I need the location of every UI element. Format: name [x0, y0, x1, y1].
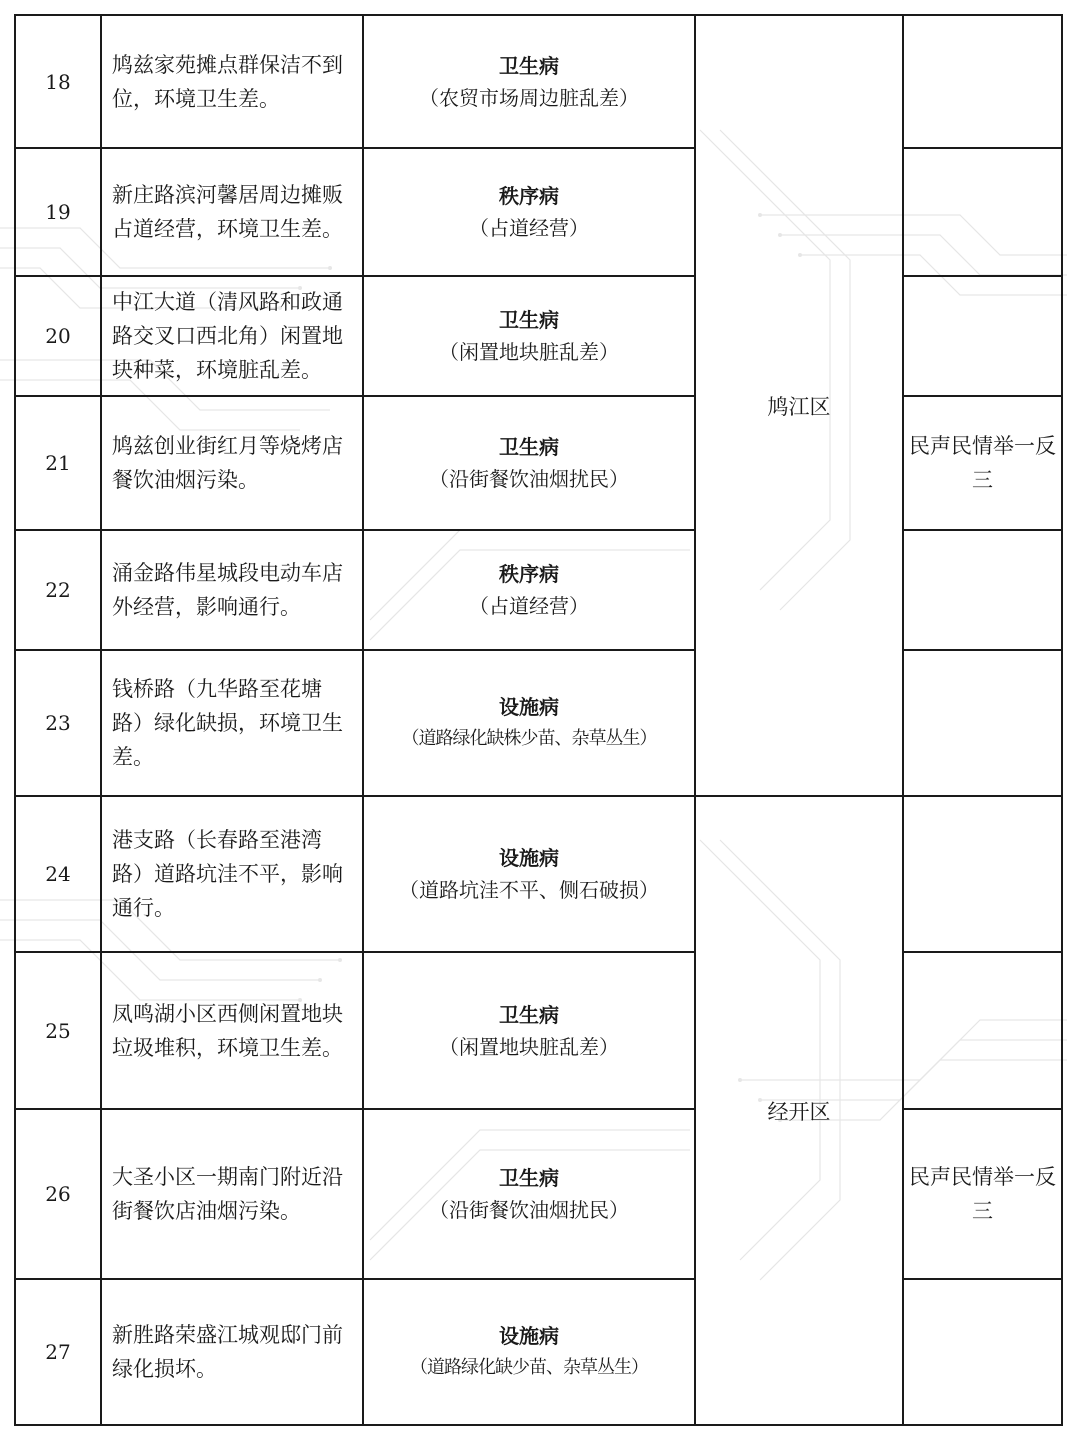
issue-category-cell: [363, 530, 695, 650]
table-row: [15, 148, 1062, 276]
issue-category-cell: [363, 796, 695, 952]
source-cell: [903, 650, 1062, 796]
issue-category-cell: [363, 15, 695, 148]
issue-description: 鸠兹家苑摊点群保洁不到位，环境卫生差。: [101, 15, 363, 148]
issue-category-detail: （道路绿化缺少苗、杂草丛生）: [410, 1357, 648, 1378]
issue-category: 秩序病: [499, 562, 559, 586]
source-cell: 民声民情举一反三: [903, 396, 1062, 530]
issue-description: 新胜路荣盛江城观邸门前绿化损坏。: [101, 1279, 363, 1425]
district-cell: 经开区: [695, 796, 903, 1425]
issue-category: 设施病: [499, 1324, 559, 1348]
row-number: 26: [15, 1109, 101, 1279]
issue-category: 卫生病: [499, 308, 559, 332]
table-row: [15, 650, 1062, 796]
row-number: 21: [15, 396, 101, 530]
row-number: 23: [15, 650, 101, 796]
issue-category-cell: [363, 650, 695, 796]
source-cell: [903, 148, 1062, 276]
issue-category-cell: [363, 1279, 695, 1425]
issue-category-cell: [363, 396, 695, 530]
table-row: [15, 276, 1062, 396]
table-row: [15, 952, 1062, 1109]
issue-category-detail: （闲置地块脏乱差）: [439, 1034, 619, 1059]
source-cell: [903, 276, 1062, 396]
table-row: [15, 396, 1062, 530]
issue-description: 凤鸣湖小区西侧闲置地块垃圾堆积，环境卫生差。: [101, 952, 363, 1109]
issue-category: 卫生病: [499, 53, 559, 78]
source-cell: [903, 530, 1062, 650]
issue-description: 中江大道（清风路和政通路交叉口西北角）闲置地块种菜，环境脏乱差。: [101, 276, 363, 396]
source-cell: 民声民情举一反三: [903, 1109, 1062, 1279]
issue-category-detail: （道路坑洼不平、侧石破损）: [399, 878, 659, 902]
issue-category: 卫生病: [499, 1002, 559, 1027]
issue-category-cell: [363, 276, 695, 396]
table-row: [15, 1109, 1062, 1279]
source-cell: [903, 796, 1062, 952]
source-cell: [903, 952, 1062, 1109]
issue-category-detail: （占道经营）: [469, 216, 589, 240]
issue-table: [14, 14, 1063, 1426]
issue-category-detail: （农贸市场周边脏乱差）: [419, 85, 639, 110]
row-number: 22: [15, 530, 101, 650]
issue-category-detail: （沿街餐饮油烟扰民）: [429, 1198, 629, 1222]
issue-description: 钱桥路（九华路至花塘路）绿化缺损，环境卫生差。: [101, 650, 363, 796]
row-number: 18: [15, 15, 101, 148]
issue-category: 卫生病: [499, 1166, 559, 1190]
source-cell: [903, 1279, 1062, 1425]
issue-category-cell: [363, 1109, 695, 1279]
issue-category-cell: [363, 952, 695, 1109]
source-cell: [903, 15, 1062, 148]
issue-description: 港支路（长春路至港湾路）道路坑洼不平，影响通行。: [101, 796, 363, 952]
issue-description: 新庄路滨河馨居周边摊贩占道经营，环境卫生差。: [101, 148, 363, 276]
issue-description: 鸠兹创业街红月等烧烤店餐饮油烟污染。: [101, 396, 363, 530]
row-number: 19: [15, 148, 101, 276]
issue-category: 设施病: [499, 846, 559, 870]
issue-category-detail: （道路绿化缺株少苗、杂草丛生）: [401, 728, 657, 749]
table-row: [15, 1279, 1062, 1425]
issue-category-detail: （闲置地块脏乱差）: [439, 340, 619, 364]
issue-description: 大圣小区一期南门附近沿街餐饮店油烟污染。: [101, 1109, 363, 1279]
row-number: 25: [15, 952, 101, 1109]
issue-category: 设施病: [499, 695, 559, 719]
issue-category: 秩序病: [499, 184, 559, 208]
table-row: [15, 530, 1062, 650]
issue-category-detail: （占道经营）: [469, 594, 589, 618]
issue-description: 涌金路伟星城段电动车店外经营，影响通行。: [101, 530, 363, 650]
issue-category-cell: [363, 148, 695, 276]
row-number: 27: [15, 1279, 101, 1425]
row-number: 20: [15, 276, 101, 396]
issue-category-detail: （沿街餐饮油烟扰民）: [429, 467, 629, 491]
district-cell: 鸠江区: [695, 15, 903, 796]
table-row: [15, 796, 1062, 952]
issue-category: 卫生病: [499, 435, 559, 459]
table-row: [15, 15, 1062, 148]
row-number: 24: [15, 796, 101, 952]
